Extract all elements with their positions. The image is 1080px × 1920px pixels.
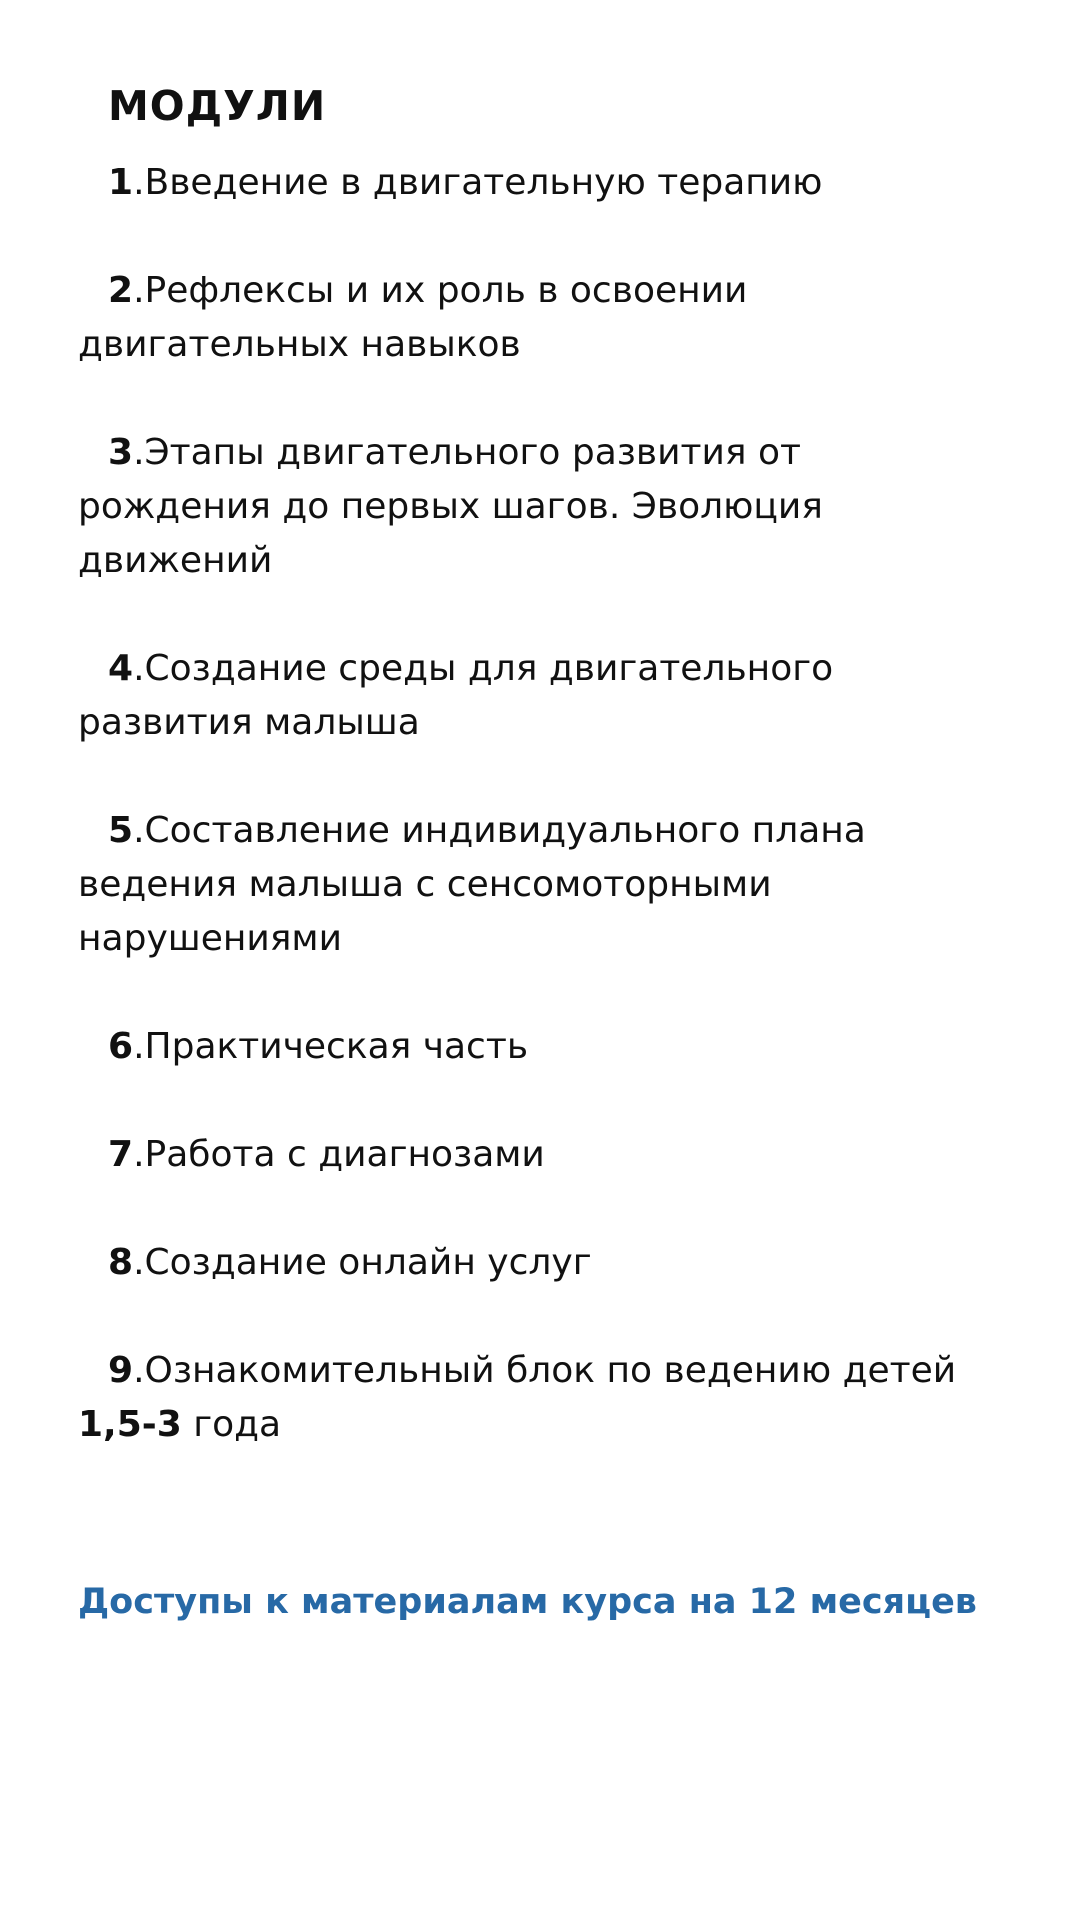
- module-number: 3.: [108, 432, 145, 473]
- module-title: Рефлексы и их роль в освоении двигательных навыков: [78, 270, 748, 365]
- module-number: 4.: [108, 648, 145, 689]
- module-number: 5.: [108, 810, 145, 851]
- module-title-bold: 1,5-3: [78, 1404, 182, 1445]
- module-title: Создание онлайн услуг: [144, 1242, 592, 1283]
- module-title: Составление индивидуального плана ведения малыша с сенсомоторными нарушениями: [78, 810, 866, 959]
- module-item: [78, 426, 978, 588]
- module-item: [78, 1020, 978, 1074]
- module-item: [78, 1128, 978, 1182]
- module-item: [78, 1344, 978, 1452]
- section-title: МОДУЛИ: [108, 82, 327, 130]
- module-item: [78, 264, 978, 372]
- content: [78, 76, 978, 1629]
- module-title: Этапы двигательного развития от рождения до первых шагов. Эволюция движений: [78, 432, 823, 581]
- module-title: Практическая часть: [144, 1026, 529, 1067]
- module-item: [78, 1236, 978, 1290]
- module-number: 9.: [108, 1350, 145, 1391]
- modules-list: [78, 156, 978, 1452]
- module-title-end: года: [181, 1404, 282, 1445]
- module-number: 1.: [108, 162, 145, 203]
- module-title: Работа с диагнозами: [144, 1134, 545, 1175]
- module-item: [78, 156, 978, 210]
- module-item: [78, 804, 978, 966]
- course-access-note: Доступы к материалам курса на 12 месяцев: [78, 1582, 977, 1622]
- module-title: Ознакомительный блок по ведению детей: [144, 1350, 957, 1391]
- module-title: Создание среды для двигательного развития малыша: [78, 648, 834, 743]
- module-number: 7.: [108, 1134, 145, 1175]
- module-title: Введение в двигательную терапию: [144, 162, 823, 203]
- module-number: 8.: [108, 1242, 145, 1283]
- module-number: 2.: [108, 270, 145, 311]
- module-item: [78, 642, 978, 750]
- module-number: 6.: [108, 1026, 145, 1067]
